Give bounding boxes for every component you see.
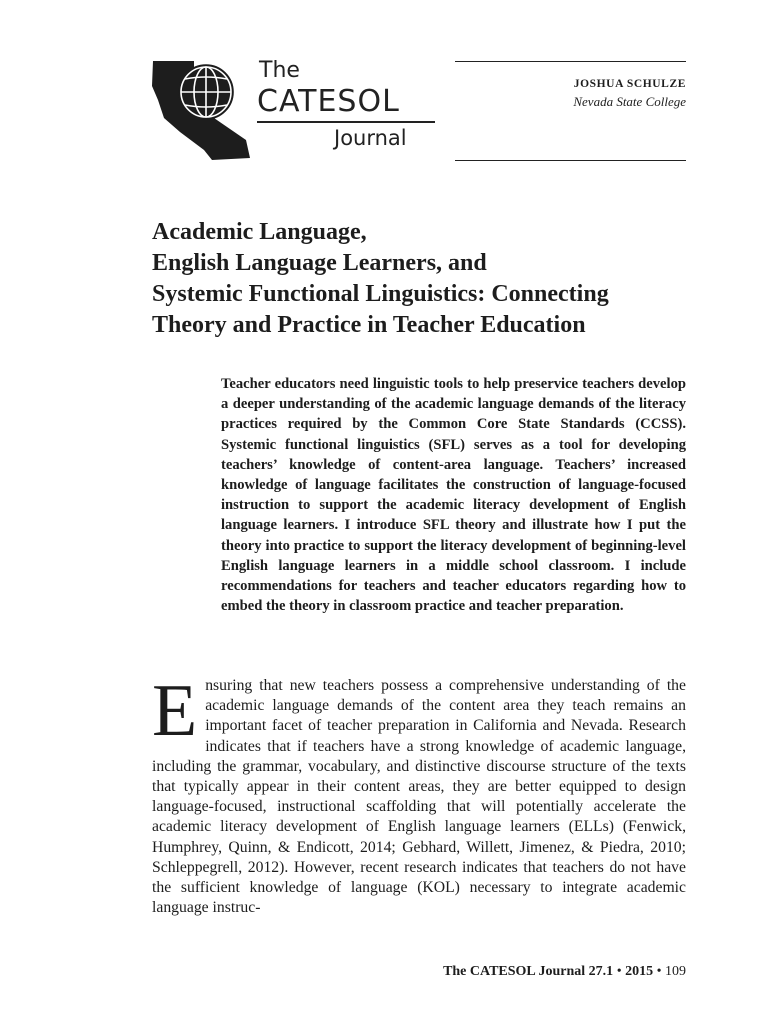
title-line: Systemic Functional Linguistics: Connecting — [152, 281, 609, 307]
author-rule-bottom — [455, 160, 686, 161]
abstract: Teacher educators need linguistic tools to help preservice teachers develop a deeper understanding of the academic language demands of the literacy practices required by the Common Core State Standards (CCSS). Systemic functional linguistics (SFL) serves as a tool for developing teachers’ knowledge of content-area language. Teachers’ increased knowledge of language facilitates the construction of language-focused instruction to support the academic literacy development of English language learners. I introduce SFL theory and illustrate how I put the theory into practice to support the literacy development of beginning-level English language learners in a middle school classroom. I include recommendations for teachers and teacher educators regarding how to embed the theory in classroom practice and teacher preparation. — [221, 376, 686, 615]
author-affiliation: Nevada State College — [573, 94, 686, 109]
logo-catesol: CATESOL — [257, 84, 400, 119]
logo-the: The — [259, 58, 300, 83]
body-paragraph — [152, 670, 686, 918]
footer-journal: The CATESOL Journal 27.1 — [443, 964, 614, 979]
author-rule-top — [455, 61, 686, 62]
logo-journal: Journal — [334, 126, 407, 150]
logo-divider — [257, 121, 435, 123]
globe-icon — [179, 65, 233, 119]
footer-bullet: • — [656, 964, 662, 979]
footer-bullet: • — [616, 964, 622, 979]
body-text: nsuring that new teachers possess a comprehensive understanding of the academic language demands of the content area they teach remains an important facet of teacher preparation in California and Nevada. Research indicates that if teachers have a strong knowledge of academic language, including the grammar, vocabulary, and distinctive discourse structure of the texts that typically appear in their content areas, they are better equipped to design language-focused, instructional scaffolding that will potentially accelerate the academic literacy development of English language learners (ELLs) (Fenwick, Humphrey, Quinn, & Endicott, 2014; Gebhard, Willett, Jimenez, & Piedra, 2010; Schleppegrell, 2012). However, recent research indicates that teachers do not have the sufficient knowledge of language (KOL) necessary to integrate academic language instruc- — [152, 677, 686, 917]
page-footer — [443, 964, 686, 980]
drop-cap: E — [152, 670, 198, 752]
article-title — [152, 217, 712, 341]
title-line: Academic Language, — [152, 219, 367, 245]
title-line: English Language Learners, and — [152, 250, 487, 276]
title-line: Theory and Practice in Teacher Education — [152, 312, 586, 338]
footer-year: 2015 — [625, 964, 654, 979]
author-name: JOSHUA SCHULZE — [573, 78, 686, 90]
page-number: 109 — [665, 964, 686, 979]
